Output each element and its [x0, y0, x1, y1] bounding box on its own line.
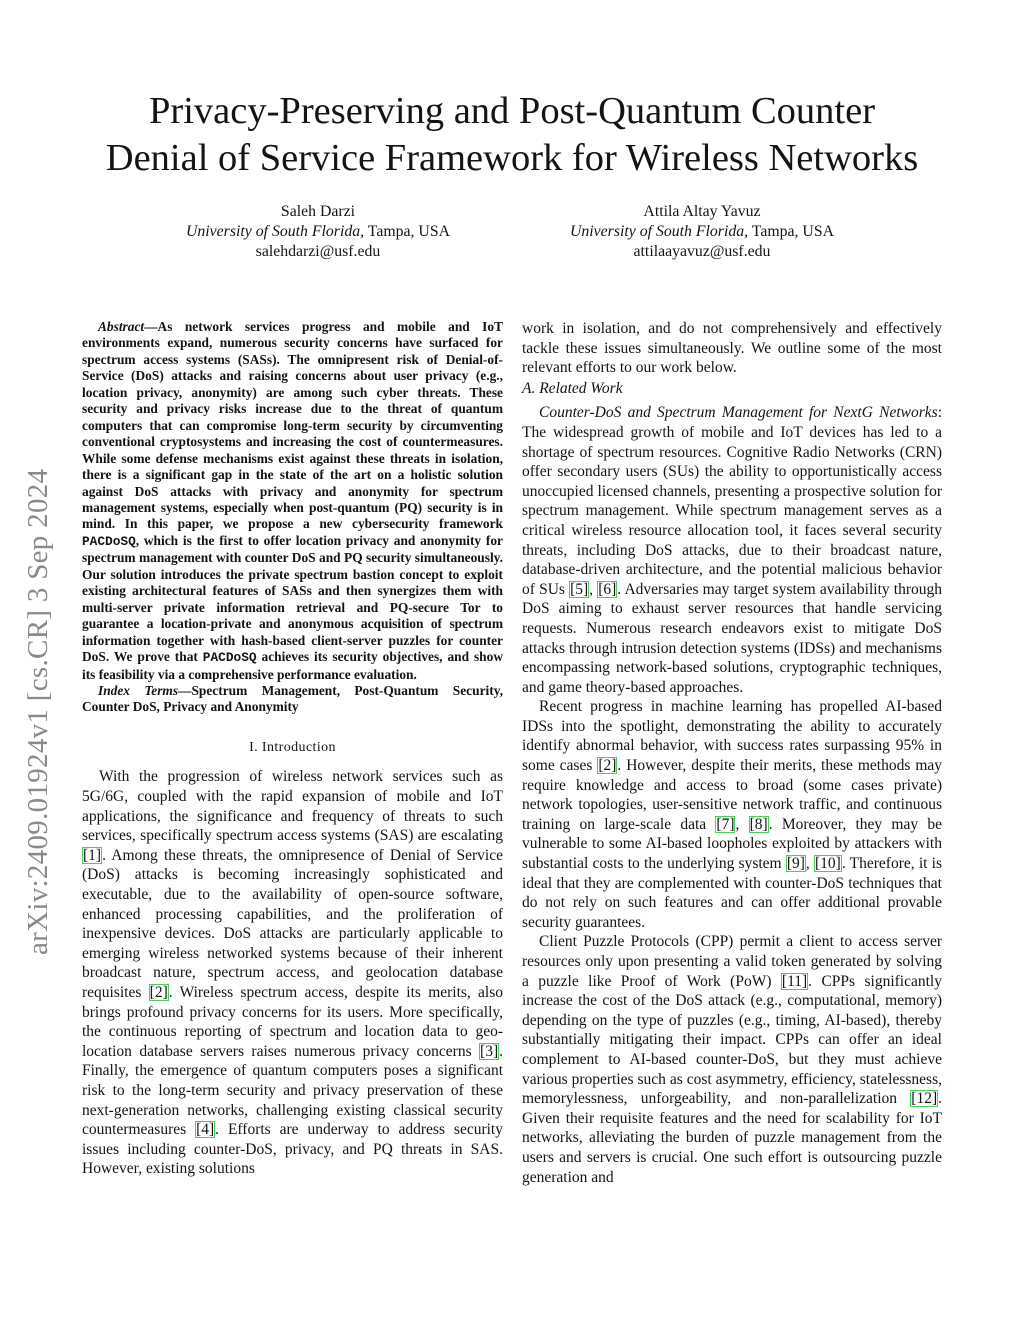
intro-continuation: work in isolation, and do not comprehensively and effectively tackle these issues simultaneously. We outline some of the most relevant efforts to our work below. — [522, 320, 942, 377]
citation-link[interactable]: [10] — [815, 855, 841, 873]
citation-link[interactable]: [2] — [598, 757, 617, 775]
abstract: Abstract—As network services progress and mobile and IoT environments expand, numerous security concerns have surfaced for spectrum access systems (SASs). The omnipresent risk of Denial-of-Service (DoS) attacks and raising concerns about user privacy (e.g., location privacy, anonymity) are among such cyber threats. These security and privacy risks increase due to the threat of quantum computers that can compromise long-term security by circumventing conventional cryptosystems and increasing the cost of countermeasures. While some defense mechanisms exist against these threats in isolation, there is a significant gap in the state of the art on a holistic solution against DoS attacks with privacy and anonymity for spectrum management systems, especially when post-quantum (PQ) security is in mind. In this paper, we propose a new cybersecurity framework PACDoSQ, which is the first to offer location privacy and anonymity for spectrum management with counter DoS and PQ security simultaneously. Our solution introduces the private spectrum bastion concept to exploit existing architectural features of SASs and then synergizes them with multi-server private information retrieval and PQ-secure Tor to guarantee a location-private and anonymous acquisition of spectrum information together with hash-based client-server puzzles for counter DoS. We prove that PACDoSQ achieves its security objectives, and show its feasibility via a comprehensive performance evaluation. — [82, 319, 503, 682]
citation-link[interactable]: [3] — [480, 1042, 499, 1060]
section-heading-introduction: I. Introduction — [249, 739, 336, 755]
subsection-heading-related-work: A. Related Work — [522, 379, 623, 397]
citation-link[interactable]: [1] — [83, 846, 102, 864]
author-affiliation: University of South Florida, Tampa, USA — [185, 223, 451, 240]
related-work-paragraph: Counter-DoS and Spectrum Management for NextG Networks: The widespread growth of mobile and IoT devices has led to a shortage of spectrum resources. Cognitive Radio Networks (CRN) offer secondary users (SUs) the ability to opportunistically access unoccupied licensed channels, presenting a prospective solution for spectrum management. While spectrum management serves as a critical wireless resource allocation tool, it faces several security threats, including DoS attacks, due to their broadcast nature, database-driven architecture, and the potential malicious behavior of SUs [5], [6]. Adversaries may target system availability through DoS aiming to exhaust server resources that handle servicing requests. Numerous research endeavors exist to mitigate DoS attacks through intrusion detection systems (IDSs) and mechanisms encompassing network-based solutions, cryptographic techniques, and game theory-based approaches. — [522, 404, 943, 696]
ml-paragraph: Recent progress in machine learning has propelled AI-based IDSs into the spotlight, demonstrating the ability to accurately identify abnormal behavior, with success rates surpassing 95% in some cases [2]. However, despite their merits, these methods may require knowledge and access to broad (some cases private) network topologies, user-sensitive network traffic, and continuous training on large-scale data [7], [8]. Moreover, they may be vulnerable to some AI-based loopholes exploited by attackers with substantial costs to the underlying system [9], [10]. Therefore, it is ideal that they are complemented with counter-DoS techniques that do not rely on such features and can offer additional provable security guarantees. — [522, 698, 942, 931]
paper-title — [0, 88, 1024, 182]
author-email: attilaayavuz@usf.edu — [633, 243, 771, 260]
arxiv-identifier: arXiv:2409.01924v1 [cs.CR] 3 Sep 2024 — [22, 468, 54, 955]
citation-link[interactable]: [9] — [786, 855, 805, 873]
citation-link[interactable]: [11] — [781, 972, 808, 990]
index-terms-label: Index Terms — [98, 682, 179, 698]
index-terms: Index Terms—Spectrum Management, Post-Quantum Security, Counter DoS, Privacy and Anonymity — [82, 682, 503, 715]
scheme-name: PACDoSQ — [82, 533, 136, 549]
title-line-1: Privacy-Preserving and Post-Quantum Counter — [148, 90, 876, 132]
cpp-paragraph: Client Puzzle Protocols (CPP) permit a client to access server resources only upon presenting a valid token generated by solving a puzzle like Proof of Work (PoW) [11]. CPPs significantly increase the cost of the DoS attack (e.g., computational, memory) depending on the type of puzzles (e.g., timing, AI-based), thereby substantially mitigating their impact. CPPs can offer an ideal complement to AI-based counter-DoS, but they must achieve various properties such as cost asymmetry, efficiency, statelessness, memorylessness, unforgeability, and non-parallelization [12]. Given their requisite features and the need for scalability for IoT networks, alleviating the burden of puzzle management from the users and servers is crucial. One such effort is outsourcing puzzle generation and — [522, 933, 942, 1186]
citation-link[interactable]: [12] — [911, 1090, 938, 1108]
scheme-name: PACDoSQ — [202, 650, 257, 666]
abstract-label: Abstract — [98, 319, 145, 334]
author-block-1 — [148, 202, 488, 262]
right-column — [522, 319, 942, 1187]
author-name: Attila Altay Yavuz — [643, 203, 761, 220]
author-block-2 — [532, 202, 872, 262]
paragraph-title: Counter-DoS and Spectrum Management for NextG Networks — [539, 404, 938, 422]
citation-link[interactable]: [4] — [196, 1121, 215, 1139]
citation-link[interactable]: [8] — [749, 815, 768, 833]
author-email: salehdarzi@usf.edu — [255, 243, 381, 260]
citation-link[interactable]: [7] — [716, 815, 735, 833]
left-column — [82, 319, 503, 1179]
citation-link[interactable]: [2] — [149, 984, 168, 1001]
citation-link[interactable]: [5] — [570, 580, 589, 598]
author-affiliation: University of South Florida, Tampa, USA — [569, 223, 835, 240]
title-line-2: Denial of Service Framework for Wireless Networks — [105, 137, 919, 179]
author-name: Saleh Darzi — [280, 203, 356, 220]
citation-link[interactable]: [6] — [598, 580, 617, 598]
intro-paragraph: With the progression of wireless network services such as 5G/6G, coupled with the rapid expansion of mobile and IoT applications, the significance and frequency of threats to such services, specifically spectrum access systems (SAS) are escalating [1]. Among these threats, the omnipresence of Denial of Service (DoS) attacks is becoming increasingly sophisticated and executable, due to the availability of open-source software, enhanced processing capabilities, and the proliferation of inexpensive devices. DoS attacks are particularly applicable to emerging wireless networked systems because of their inherent broadcast nature, spectrum access, and geolocation database requisites [2]. Wireless spectrum access, despite its merits, also brings profound privacy concerns for its users. More specifically, the continuous reporting of spectrum and location data to geo-location database servers raises numerous privacy concerns [3]. Finally, the emergence of quantum computers poses a significant risk to the long-term security and privacy preservation of these next-generation networks, challenging existing classical security countermeasures [4]. Efforts are underway to address security issues including counter-DoS, privacy, and PQ threats in SAS. However, existing solutions — [82, 768, 504, 1178]
